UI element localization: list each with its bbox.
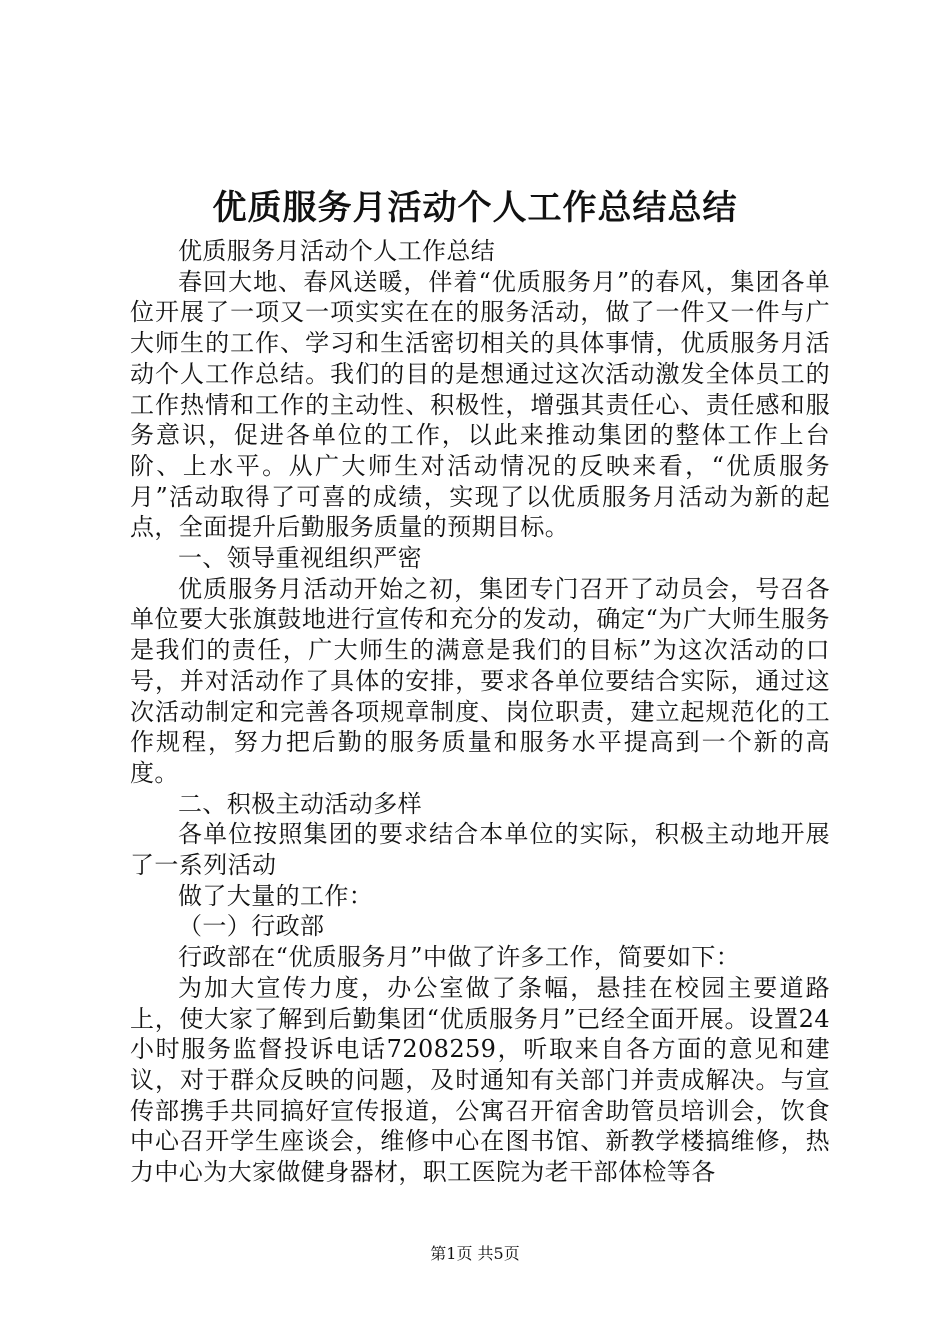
subsection-paragraph: 为加大宣传力度，办公室做了条幅，悬挂在校园主要道路上，使大家了解到后勤集团“优质服务月”已经全面开展。设置24小时服务监督投诉电话7208259，听取来自各方面的意见和建议，对于群众反映的问题，及时通知有关部门并责成解决。与宣传部携手共同搞好宣传报道，公寓召开宿舍助管员培训会，饮食中心召开学生座谈会，维修中心在图书馆、新教学楼搞维修，热力中心为大家做健身器材，职工医院为老干部体检等各 bbox=[130, 973, 830, 1187]
document-title: 优质服务月活动个人工作总结总结 bbox=[212, 188, 738, 228]
section-heading-1: 一、领导重视组织严密 bbox=[178, 544, 422, 573]
subsection-heading: （一）行政部 bbox=[178, 912, 325, 941]
section-1-paragraph: 优质服务月活动开始之初，集团专门召开了动员会，号召各单位要大张旗鼓地进行宣传和充分的发动，确定“为广大师生服务是我们的责任，广大师生的满意是我们的目标”为这次活动的口号，并对活动作了具体的安排，要求各单位要结合实际，通过这次活动制定和完善各项规章制度、岗位职责，建立起规范化的工作规程，努力把后勤的服务质量和服务水平提高到一个新的高度。 bbox=[130, 574, 830, 787]
subsection-intro: 行政部在“优质服务月”中做了许多工作，简要如下： bbox=[178, 943, 741, 972]
page-number-footer: 第1页 共5页 bbox=[430, 1244, 520, 1263]
subtitle-paragraph: 优质服务月活动个人工作总结 bbox=[178, 237, 496, 265]
intro-paragraph: 春回大地、春风送暖，伴着“优质服务月”的春风，集团各单位开展了一项又一项实实在在的服务活动，做了一件又一件与广大师生的工作、学习和生活密切相关的具体事情，优质服务月活动个人工作总结。我们的目的是想通过这次活动激发全体员工的工作热情和工作的主动性、积极性，增强其责任心、责任感和服务意识，促进各单位的工作，以此来推动集团的整体工作上台阶、上水平。从广大师生对活动情况的反映来看，“优质服务月”活动取得了可喜的成绩，实现了以优质服务月活动为新的起点，全面提升后勤服务质量的预期目标。 bbox=[130, 267, 830, 542]
section-2-continuation: 做了大量的工作： bbox=[178, 881, 374, 910]
section-2-paragraph: 各单位按照集团的要求结合本单位的实际，积极主动地开展了一系列活动 bbox=[130, 820, 830, 880]
document-body bbox=[130, 236, 830, 1188]
section-heading-2: 二、积极主动活动多样 bbox=[178, 789, 422, 818]
